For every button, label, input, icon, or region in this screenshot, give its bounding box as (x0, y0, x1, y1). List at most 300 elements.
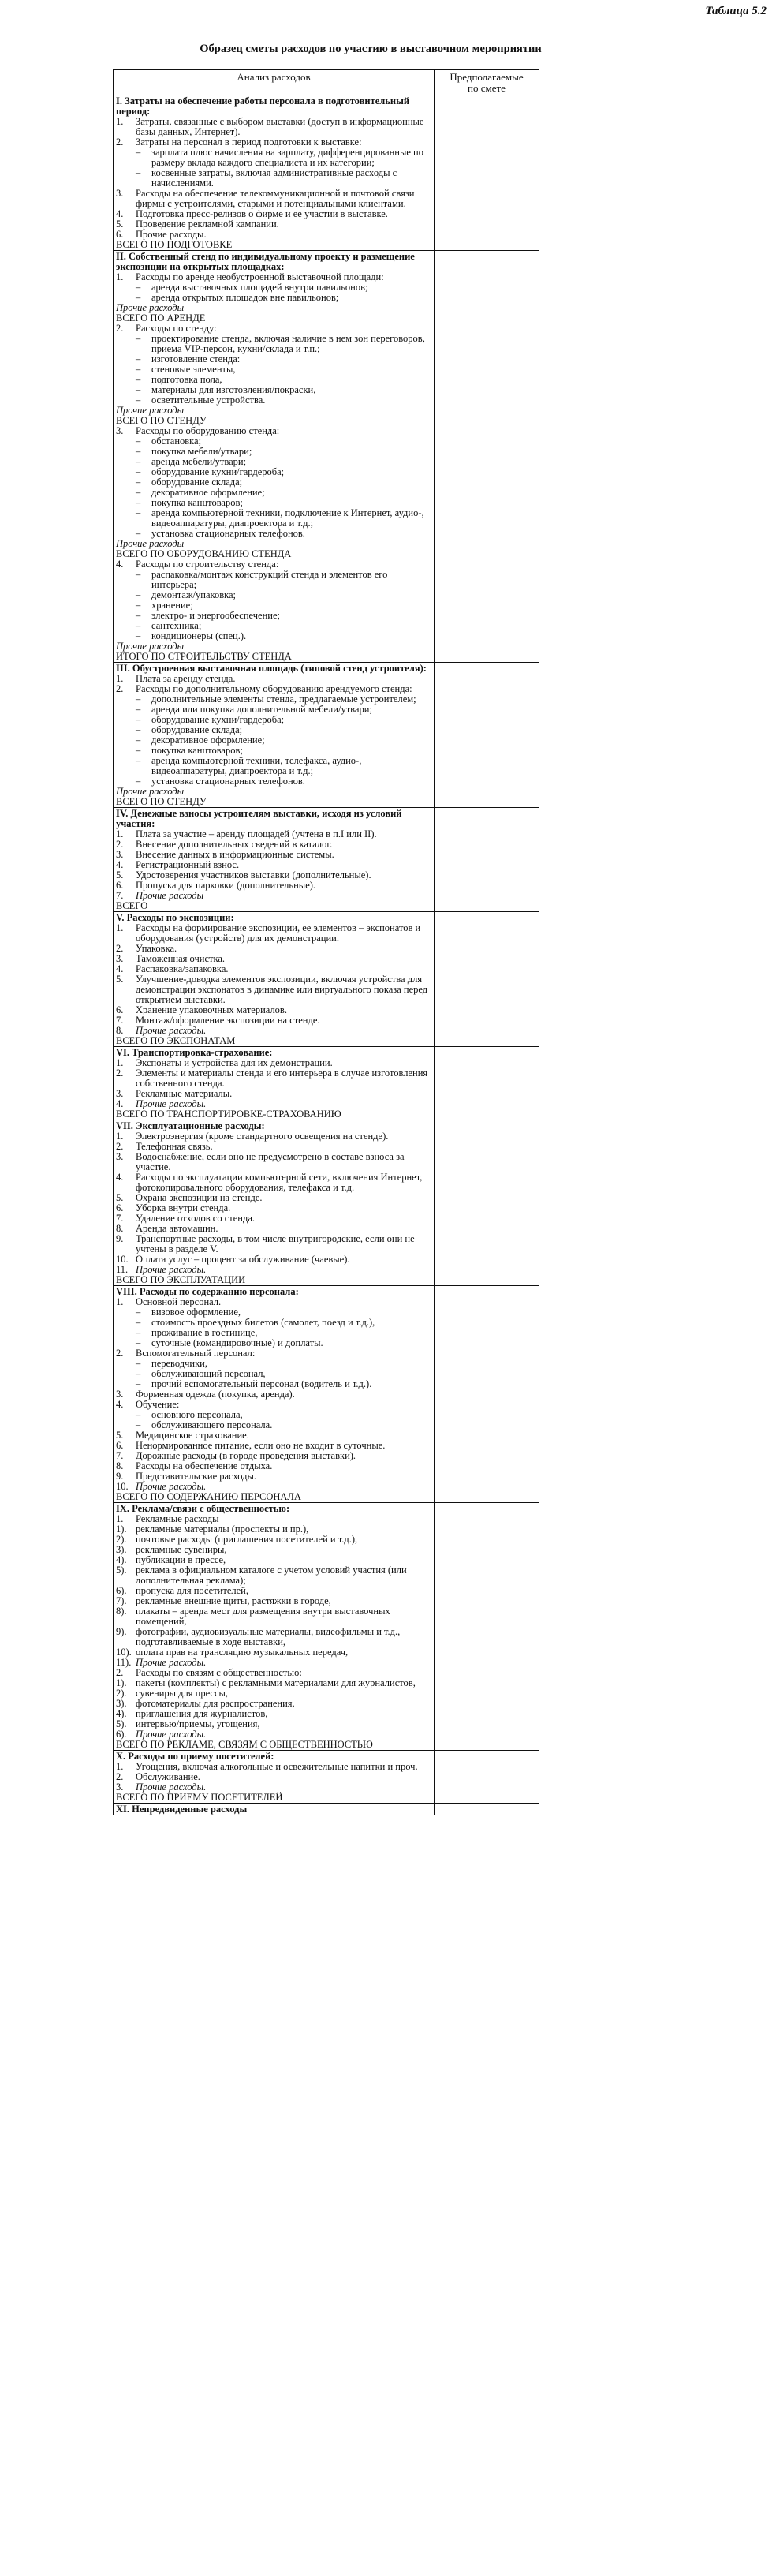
item-text: декоративное оформление; (151, 487, 265, 498)
expense-item (116, 974, 431, 1005)
sub-item (116, 148, 431, 168)
item-text: Распаковка/запаковка. (136, 963, 229, 974)
header-estimate-line1: Предполагаемые (450, 71, 524, 83)
item-number: – (136, 1327, 141, 1338)
item-text: декоративное оформление; (151, 735, 265, 746)
item-text: Ненормированное питание, если оно не входит в суточные. (136, 1440, 386, 1451)
item-number: 2. (116, 1667, 124, 1678)
item-text: изготовление стенда: (151, 353, 241, 365)
item-number: – (136, 1368, 141, 1379)
section-total: ВСЕГО ПО ЭКСПЛУАТАЦИИ (116, 1274, 246, 1285)
item-number: – (136, 147, 141, 158)
item-text: Затраты на персонал в период подготовки к выставке: (136, 136, 362, 148)
sub-item (116, 334, 431, 354)
item-number: 9. (116, 1471, 124, 1482)
item-number: – (136, 724, 141, 735)
section-title: VI. Транспортировка-страхование: (116, 1047, 273, 1058)
item-number: 6). (116, 1585, 127, 1596)
item-number: 7. (116, 890, 124, 901)
item-number: 2. (116, 943, 124, 954)
item-number: 4. (116, 1098, 124, 1109)
item-text: Прочие расходы. (136, 1098, 207, 1109)
other-expenses-label: Прочие расходы (116, 538, 185, 549)
item-number: – (136, 384, 141, 395)
section-title: III. Обустроенная выставочная площадь (типовой стенд устроителя): (116, 663, 427, 674)
item-text: аренда или покупка дополнительной мебели/утвари; (151, 704, 372, 715)
item-text: Расходы по стенду: (136, 323, 217, 334)
item-number: 3. (116, 425, 124, 436)
item-text: плакаты – аренда мест для размещения внутри выставочных помещений, (136, 1606, 390, 1627)
item-number: – (136, 456, 141, 467)
item-text: Расходы по оборудованию стенда: (136, 425, 280, 436)
item-text: покупка канцтоваров; (151, 745, 243, 756)
item-number: – (136, 497, 141, 508)
section-row (114, 808, 539, 912)
item-number: – (136, 610, 141, 621)
item-text: Прочие расходы. (136, 1481, 207, 1492)
item-number: 9. (116, 1233, 124, 1244)
item-text: стеновые элементы, (151, 364, 236, 375)
item-text: хранение; (151, 600, 193, 611)
section-row (114, 1120, 539, 1286)
item-text: Расходы по дополнительному оборудованию арендуемого стенда: (136, 683, 412, 694)
section-row (114, 1503, 539, 1751)
item-number: 6). (116, 1729, 127, 1740)
item-text: Телефонная связь. (136, 1141, 213, 1152)
section-title: XI. Непредвиденные расходы (116, 1804, 248, 1815)
section-cell (114, 808, 435, 912)
item-text: дополнительные элементы стенда, предлагаемые устроителем; (151, 694, 416, 705)
item-number: – (136, 466, 141, 477)
item-number: – (136, 487, 141, 498)
item-text: Оплата услуг – процент за обслуживание (чаевые). (136, 1254, 350, 1265)
item-text: Аренда автомашин. (136, 1223, 218, 1234)
expense-item (116, 923, 431, 944)
item-text: Прочие расходы. (136, 1657, 207, 1668)
estimate-value-cell (435, 912, 539, 1047)
item-text: интервью/приемы, угощения, (136, 1718, 260, 1729)
item-text: переводчики, (151, 1358, 207, 1369)
table-body (114, 95, 539, 1815)
item-text: Внесение данных в информационные системы. (136, 849, 334, 860)
header-estimate (435, 70, 539, 95)
other-expenses-label: Прочие расходы (116, 302, 185, 313)
item-number: – (136, 1409, 141, 1420)
item-number: – (136, 694, 141, 705)
item-number: – (136, 755, 141, 766)
estimate-value-cell (435, 251, 539, 663)
item-text: Плата за аренду стенда. (136, 673, 236, 684)
item-text: аренда компьютерной техники, подключение к Интернет, аудио-, видеоаппаратуры, диапроектора и т.д.; (151, 507, 424, 529)
item-number: 7. (116, 1015, 124, 1026)
item-number: 1. (116, 1057, 124, 1068)
item-text: Основной персонал. (136, 1296, 222, 1307)
item-number: 2. (116, 683, 124, 694)
item-text: обстановка; (151, 436, 202, 447)
sub-item (116, 570, 431, 590)
item-number: – (136, 1337, 141, 1348)
item-text: стоимость проездных билетов (самолет, поезд и т.д.), (151, 1317, 375, 1328)
item-number: – (136, 714, 141, 725)
section-row (114, 251, 539, 663)
item-number: – (136, 1358, 141, 1369)
item-text: Дорожные расходы (в городе проведения выставки). (136, 1450, 356, 1461)
item-number: – (136, 353, 141, 365)
item-number: – (136, 528, 141, 539)
item-text: материалы для изготовления/покраски, (151, 384, 316, 395)
item-text: проектирование стенда, включая наличие в нем зон переговоров, приема VIP-персон, кухни/склада и т.п.; (151, 333, 425, 354)
section-total: ВСЕГО ПО ПРИЕМУ ПОСЕТИТЕЛЕЙ (116, 1792, 283, 1803)
section-total: ВСЕГО (116, 900, 148, 911)
item-text: пропуска для посетителей, (136, 1585, 248, 1596)
item-text: суточные (командировочные) и доплаты. (151, 1337, 323, 1348)
item-number: – (136, 776, 141, 787)
estimate-value-cell (435, 1286, 539, 1503)
section-row (114, 1286, 539, 1503)
estimate-value-cell (435, 1120, 539, 1286)
item-text: Расходы на формирование экспозиции, ее элементов – экспонатов и оборудования (устройств) для их демонстрации. (136, 922, 421, 944)
item-text: оборудование склада; (151, 477, 243, 488)
item-number: 4. (116, 1399, 124, 1410)
item-number: 5. (116, 1430, 124, 1441)
item-number: 3). (116, 1698, 127, 1709)
item-number: 6. (116, 880, 124, 891)
item-number: 1). (116, 1677, 127, 1688)
section-title: I. Затраты на обеспечение работы персонала в подготовительный период: (116, 95, 410, 117)
item-number: – (136, 620, 141, 631)
item-text: пакеты (комплекты) с рекламными материалами для журналистов, (136, 1677, 416, 1688)
item-text: Пропуска для парковки (дополнительные). (136, 880, 316, 891)
item-number: – (136, 477, 141, 488)
item-text: Транспортные расходы, в том числе внутригородские, если они не учтены в разделе V. (136, 1233, 415, 1254)
sub-item (116, 168, 431, 189)
estimate-value-cell (435, 1751, 539, 1804)
item-text: Упаковка. (136, 943, 177, 954)
item-number: – (136, 1419, 141, 1430)
item-number: 6. (116, 1440, 124, 1451)
item-number: – (136, 1307, 141, 1318)
item-text: косвенные затраты, включая административные расходы с начислениями. (151, 167, 397, 189)
item-number: – (136, 735, 141, 746)
item-text: Монтаж/оформление экспозиции на стенде. (136, 1015, 320, 1026)
item-text: Прочие расходы. (136, 229, 207, 240)
section-title: IV. Денежные взносы устроителям выставки, исходя из условий участия: (116, 808, 402, 829)
other-expenses-label: Прочие расходы (116, 786, 185, 797)
section-title: X. Расходы по приему посетителей: (116, 1751, 274, 1762)
item-text: установка стационарных телефонов. (151, 776, 305, 787)
section-cell (114, 1047, 435, 1120)
item-text: оборудование кухни/гардероба; (151, 466, 285, 477)
item-number: 2. (116, 1141, 124, 1152)
item-text: Уборка внутри стенда. (136, 1202, 231, 1213)
item-text: Расходы на обеспечение телекоммуникационной и почтовой связи фирмы с устроителями, старыми и потенциальными клиентами. (136, 188, 415, 209)
item-number: 3). (116, 1544, 127, 1555)
item-number: 8. (116, 1460, 124, 1471)
estimate-value-cell (435, 808, 539, 912)
other-expenses-label: Прочие расходы (116, 405, 185, 416)
item-number: 2). (116, 1688, 127, 1699)
item-number: 2. (116, 1067, 124, 1079)
expense-item (116, 1606, 431, 1627)
estimate-value-cell (435, 1503, 539, 1751)
estimate-value-cell (435, 663, 539, 808)
item-text: Экспонаты и устройства для их демонстрации. (136, 1057, 333, 1068)
item-number: – (136, 600, 141, 611)
item-text: аренда компьютерной техники, телефакса, аудио-, видеоаппаратуры, диапроектора и т.д.; (151, 755, 362, 776)
item-number: – (136, 630, 141, 641)
item-number: 4. (116, 1172, 124, 1183)
item-text: Форменная одежда (покупка, аренда). (136, 1389, 295, 1400)
item-text: сувениры для прессы, (136, 1688, 229, 1699)
section-row (114, 912, 539, 1047)
item-text: зарплата плюс начисления на зарплату, дифференцированные по размеру вклада каждого специалиста и их категории; (151, 147, 423, 168)
section-cell (114, 95, 435, 251)
item-text: покупка канцтоваров; (151, 497, 243, 508)
item-text: обслуживающий персонал, (151, 1368, 266, 1379)
item-number: 9). (116, 1626, 127, 1637)
section-cell (114, 1804, 435, 1815)
section-row (114, 1804, 539, 1815)
item-number: – (136, 589, 141, 600)
section-cell (114, 1120, 435, 1286)
item-number: 8. (116, 1223, 124, 1234)
item-number: 4). (116, 1708, 127, 1719)
item-text: распаковка/монтаж конструкций стенда и элементов его интерьера; (151, 569, 388, 590)
item-text: основного персонала, (151, 1409, 243, 1420)
item-number: 3. (116, 1782, 124, 1793)
section-total: ВСЕГО ПО ЭКСПОНАТАМ (116, 1035, 236, 1046)
section-total: ВСЕГО ПО РЕКЛАМЕ, СВЯЗЯМ С ОБЩЕСТВЕННОСТЬЮ (116, 1739, 373, 1750)
expense-item (116, 189, 431, 209)
item-number: 3. (116, 1389, 124, 1400)
item-text: сантехника; (151, 620, 202, 631)
table-header-row (114, 70, 539, 95)
item-number: 3. (116, 188, 124, 199)
estimate-value-cell (435, 95, 539, 251)
item-number: 6. (116, 229, 124, 240)
item-number: – (136, 374, 141, 385)
item-number: – (136, 745, 141, 756)
item-text: фотоматериалы для распространения, (136, 1698, 295, 1709)
item-number: 1). (116, 1524, 127, 1535)
item-text: Обучение: (136, 1399, 180, 1410)
item-number: 4. (116, 963, 124, 974)
item-text: оборудование кухни/гардероба; (151, 714, 285, 725)
item-text: Регистрационный взнос. (136, 859, 240, 870)
section-cell (114, 663, 435, 808)
section-total: ВСЕГО ПО СТЕНДУ (116, 415, 207, 426)
section-title: V. Расходы по экспозиции: (116, 912, 234, 923)
item-number: 5. (116, 974, 124, 985)
item-text: Медицинское страхование. (136, 1430, 249, 1441)
item-text: обслуживающего персонала. (151, 1419, 273, 1430)
item-text: Расходы по эксплуатации компьютерной сети, включения Интернет, фотокопировального оборудования, телефакса и т.д. (136, 1172, 423, 1193)
item-number: 10). (116, 1647, 132, 1658)
item-text: Вспомогательный персонал: (136, 1348, 256, 1359)
item-text: реклама в официальном каталоге с учетом условий участия (или дополнительная реклама); (136, 1565, 407, 1586)
section-title: VII. Эксплуатационные расходы: (116, 1120, 265, 1131)
expense-item (116, 1068, 431, 1089)
item-text: Рекламные материалы. (136, 1088, 233, 1099)
expense-item (116, 1234, 431, 1254)
item-number: 3. (116, 1088, 124, 1099)
item-text: Улучшение-доводка элементов экспозиции, включая устройства для демонстрации экспонатов в динамике или виртуального показа перед открытием выставки. (136, 974, 428, 1005)
item-number: 1. (116, 271, 124, 282)
item-number: 1. (116, 828, 124, 839)
section-row (114, 1047, 539, 1120)
item-number: 6. (116, 1004, 124, 1015)
section-cell (114, 912, 435, 1047)
section-total: ИТОГО ПО СТРОИТЕЛЬСТВУ СТЕНДА (116, 651, 292, 662)
item-number: 2. (116, 136, 124, 148)
section-total: ВСЕГО ПО ПОДГОТОВКЕ (116, 239, 233, 250)
item-text: Представительские расходы. (136, 1471, 256, 1482)
item-text: Прочие расходы (136, 890, 204, 901)
item-number: 6. (116, 1202, 124, 1213)
item-number: 2). (116, 1534, 127, 1545)
item-number: 4. (116, 559, 124, 570)
item-text: электро- и энергообеспечение; (151, 610, 280, 621)
estimate-value-cell (435, 1804, 539, 1815)
item-text: публикации в прессе, (136, 1554, 226, 1565)
item-text: Охрана экспозиции на стенде. (136, 1192, 263, 1203)
item-number: 7). (116, 1595, 127, 1606)
section-row (114, 1751, 539, 1804)
section-title: VIII. Расходы по содержанию персонала: (116, 1286, 299, 1297)
item-number: 11). (116, 1657, 132, 1668)
item-number: 4. (116, 859, 124, 870)
section-row (114, 663, 539, 808)
item-number: 1. (116, 922, 124, 933)
item-number: – (136, 704, 141, 715)
item-text: аренда открытых площадок вне павильонов; (151, 292, 339, 303)
item-number: 10. (116, 1254, 129, 1265)
item-text: Подготовка пресс-релизов о фирме и ее участии в выставке. (136, 208, 388, 219)
item-number: 1. (116, 1131, 124, 1142)
item-number: – (136, 569, 141, 580)
item-text: фотографии, аудиовизуальные материалы, видеофильмы и т.д., подготавливаемые в ходе выставки, (136, 1626, 401, 1647)
item-number: – (136, 436, 141, 447)
item-text: Расходы на обеспечение отдыха. (136, 1460, 273, 1471)
item-text: аренда мебели/утвари; (151, 456, 247, 467)
item-number: 1. (116, 673, 124, 684)
section-cell (114, 1751, 435, 1804)
item-text: Удаление отходов со стенда. (136, 1213, 256, 1224)
item-number: – (136, 167, 141, 178)
section-title: II. Собственный стенд по индивидуальному проекту и размещение экспозиции на открытых площадках: (116, 251, 415, 272)
item-text: оборудование склада; (151, 724, 243, 735)
expense-estimate-table (113, 69, 539, 1815)
document-title: Образец сметы расходов по участию в выставочном мероприятии (200, 43, 542, 55)
item-text: установка стационарных телефонов. (151, 528, 305, 539)
item-number: 7. (116, 1450, 124, 1461)
item-number: – (136, 394, 141, 406)
item-number: 2. (116, 1771, 124, 1782)
section-row (114, 95, 539, 251)
item-number: – (136, 364, 141, 375)
item-text: визовое оформление, (151, 1307, 241, 1318)
item-text: Рекламные расходы (136, 1513, 219, 1524)
item-number: 5. (116, 219, 124, 230)
item-text: Расходы по связям с общественностью: (136, 1667, 302, 1678)
other-expenses-label: Прочие расходы (116, 641, 185, 652)
item-text: Прочие расходы. (136, 1782, 207, 1793)
item-text: Затраты, связанные с выбором выставки (доступ в информационные базы данных, Интернет). (136, 116, 424, 137)
item-number: 3. (116, 849, 124, 860)
item-text: Проведение рекламной кампании. (136, 219, 279, 230)
expense-item (116, 1565, 431, 1586)
item-number: 4). (116, 1554, 127, 1565)
expense-item (116, 1627, 431, 1647)
item-text: прочий вспомогательный персонал (водитель и т.д.). (151, 1378, 372, 1389)
item-text: Расходы по аренде необустроенной выставочной площади: (136, 271, 384, 282)
item-number: 4. (116, 208, 124, 219)
item-text: Хранение упаковочных материалов. (136, 1004, 287, 1015)
item-text: Прочие расходы. (136, 1264, 207, 1275)
section-cell (114, 1503, 435, 1751)
expense-item (116, 891, 431, 901)
item-number: 3. (116, 1151, 124, 1162)
expense-item (116, 117, 431, 137)
item-number: – (136, 507, 141, 518)
item-text: покупка мебели/утвари; (151, 446, 252, 457)
header-analysis: Анализ расходов (114, 70, 435, 95)
item-number: 5). (116, 1565, 127, 1576)
item-text: приглашения для журналистов, (136, 1708, 268, 1719)
item-number: – (136, 1378, 141, 1389)
item-text: Электроэнергия (кроме стандартного освещения на стенде). (136, 1131, 389, 1142)
item-number: 8. (116, 1025, 124, 1036)
item-text: рекламные сувениры, (136, 1544, 227, 1555)
item-text: демонтаж/упаковка; (151, 589, 237, 600)
item-text: оплата прав на трансляцию музыкальных передач, (136, 1647, 349, 1658)
item-number: – (136, 333, 141, 344)
item-number: 2. (116, 1348, 124, 1359)
item-number: – (136, 282, 141, 293)
item-text: Угощения, включая алкогольные и освежительные напитки и проч. (136, 1761, 418, 1772)
item-number: 5). (116, 1718, 127, 1729)
item-text: Удостоверения участников выставки (дополнительные). (136, 869, 371, 880)
section-total: ВСЕГО ПО ТРАНСПОРТИРОВКЕ-СТРАХОВАНИЮ (116, 1109, 341, 1120)
item-text: Прочие расходы. (136, 1025, 207, 1036)
item-text: почтовые расходы (приглашения посетителей и т.д.), (136, 1534, 358, 1545)
section-cell (114, 1286, 435, 1503)
item-number: 1. (116, 1513, 124, 1524)
section-title: IX. Реклама/связи с общественностью: (116, 1503, 290, 1514)
item-number: 2. (116, 839, 124, 850)
item-number: 1. (116, 116, 124, 127)
item-number: 10. (116, 1481, 129, 1492)
expense-item (116, 1172, 431, 1193)
table-number: Таблица 5.2 (705, 5, 767, 17)
item-number: 1. (116, 1296, 124, 1307)
item-text: Таможенная очистка. (136, 953, 226, 964)
item-text: Элементы и материалы стенда и его интерьера в случае изготовления собственного стенда. (136, 1067, 428, 1089)
section-total: ВСЕГО ПО СТЕНДУ (116, 796, 207, 807)
expense-item (116, 1152, 431, 1172)
item-number: – (136, 1317, 141, 1328)
item-number: 5. (116, 869, 124, 880)
section-cell (114, 251, 435, 663)
sub-item (116, 508, 431, 529)
item-text: осветительные устройства. (151, 394, 266, 406)
item-number: 3. (116, 953, 124, 964)
item-number: 11. (116, 1264, 129, 1275)
item-text: Плата за участие – аренду площадей (учтена в п.I или II). (136, 828, 377, 839)
item-text: Обслуживание. (136, 1771, 200, 1782)
estimate-value-cell (435, 1047, 539, 1120)
item-number: – (136, 292, 141, 303)
